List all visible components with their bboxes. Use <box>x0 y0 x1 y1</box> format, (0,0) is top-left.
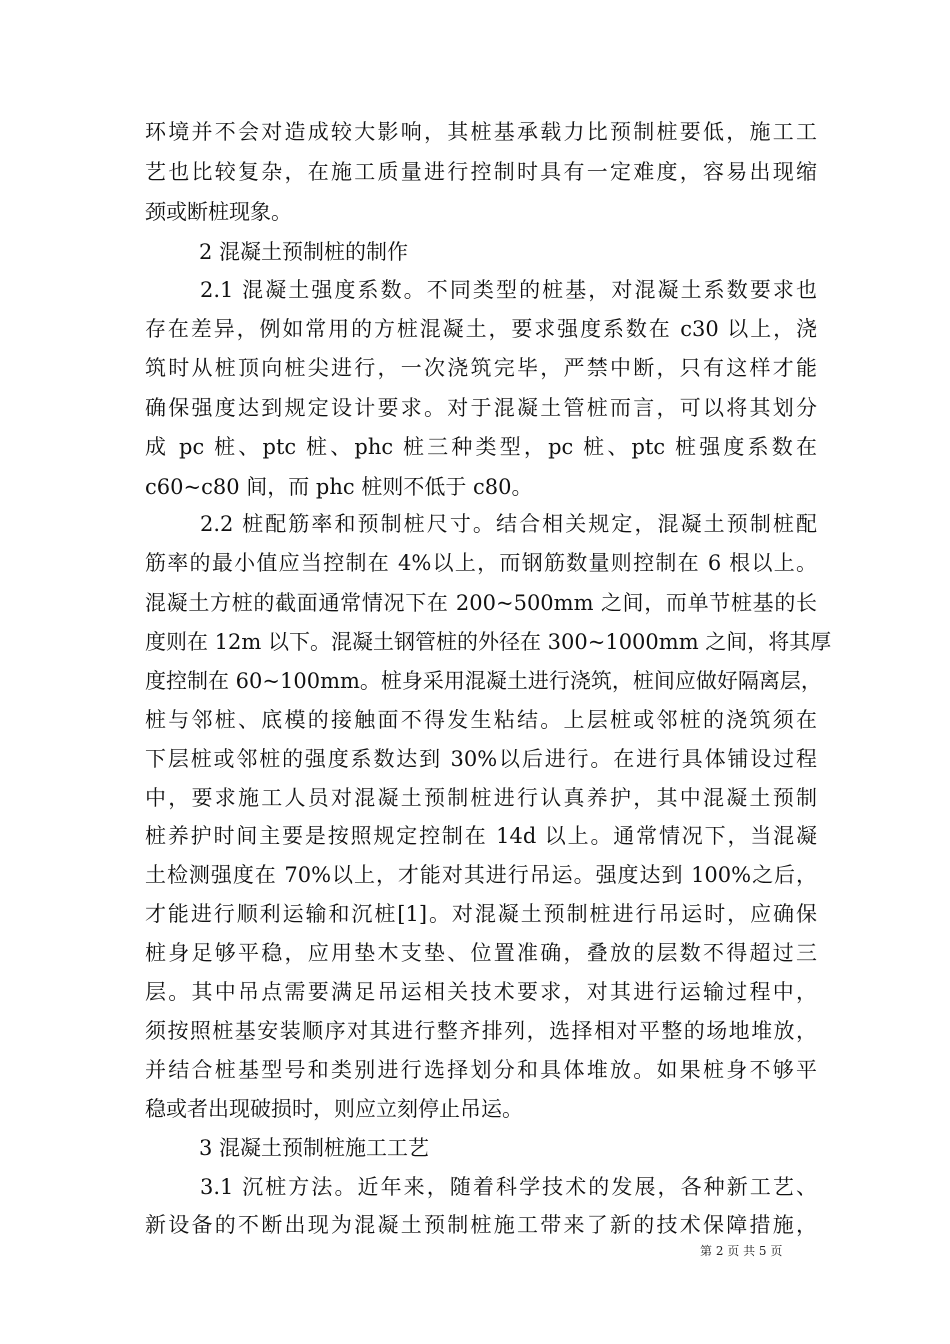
text-line: 并结合桩基型号和类别进行选择划分和具体堆放。如果桩身不够平 <box>145 1058 817 1082</box>
page-number: 第 2 页 共 5 页 <box>700 1244 783 1258</box>
subsection-start-line: 2.2 桩配筋率和预制桩尺寸。结合相关规定，混凝土预制桩配 <box>200 512 817 536</box>
text-line: 桩与邻桩、底模的接触面不得发生粘结。上层桩或邻桩的浇筑须在 <box>145 708 817 732</box>
text-line: 确保强度达到规定设计要求。对于混凝土管桩而言，可以将其划分 <box>145 396 817 420</box>
subsection-start-line: 3.1 沉桩方法。近年来，随着科学技术的发展，各种新工艺、 <box>200 1175 817 1199</box>
text-line: 新设备的不断出现为混凝土预制桩施工带来了新的技术保障措施， <box>145 1213 817 1237</box>
text-line: 艺也比较复杂，在施工质量进行控制时具有一定难度，容易出现缩 <box>145 160 817 184</box>
text-line: 桩身足够平稳，应用垫木支垫、位置准确，叠放的层数不得超过三 <box>145 941 817 965</box>
text-line: 环境并不会对造成较大影响，其桩基承载力比预制桩要低，施工工 <box>145 120 817 144</box>
text-line: 中，要求施工人员对混凝土预制桩进行认真养护，其中混凝土预制 <box>145 786 817 810</box>
text-line: 混凝土方桩的截面通常情况下在 200~500mm 之间，而单节桩基的长 <box>145 591 817 615</box>
text-line: 成 pc 桩、ptc 桩、phc 桩三种类型，pc 桩、ptc 桩强度系数在 <box>145 435 817 459</box>
text-line: 筑时从桩顶向桩尖进行，一次浇筑完毕，严禁中断，只有这样才能 <box>145 356 817 380</box>
text-line: 土检测强度在 70%以上，才能对其进行吊运。强度达到 100%之后， <box>145 863 817 887</box>
text-line: 稳或者出现破损时，则应立刻停止吊运。 <box>145 1097 523 1121</box>
text-line: 颈或断桩现象。 <box>145 200 292 224</box>
text-line: c60~c80 间，而 phc 桩则不低于 c80。 <box>145 475 533 499</box>
text-line: 桩养护时间主要是按照规定控制在 14d 以上。通常情况下，当混凝 <box>145 824 817 848</box>
section-heading: 2 混凝土预制桩的制作 <box>199 240 409 264</box>
text-line: 下层桩或邻桩的强度系数达到 30%以后进行。在进行具体铺设过程 <box>145 747 817 771</box>
text-line: 存在差异，例如常用的方桩混凝土，要求强度系数在 c30 以上，浇 <box>145 317 817 341</box>
text-line: 层。其中吊点需要满足吊运相关技术要求，对其进行运输过程中， <box>145 980 817 1004</box>
subsection-start-line: 2.1 混凝土强度系数。不同类型的桩基，对混凝土系数要求也 <box>200 278 817 302</box>
text-line: 须按照桩基安装顺序对其进行整齐排列，选择相对平整的场地堆放， <box>145 1019 817 1043</box>
section-heading: 3 混凝土预制桩施工工艺 <box>199 1136 430 1160</box>
text-line: 才能进行顺利运输和沉桩[1]。对混凝土预制桩进行吊运时，应确保 <box>145 902 817 926</box>
text-line: 度控制在 60~100mm。桩身采用混凝土进行浇筑，桩间应做好隔离层， <box>145 669 822 693</box>
text-line: 筋率的最小值应当控制在 4%以上，而钢筋数量则控制在 6 根以上。 <box>145 551 817 575</box>
text-line: 度则在 12m 以下。混凝土钢管桩的外径在 300~1000mm 之间，将其厚 <box>145 630 832 654</box>
